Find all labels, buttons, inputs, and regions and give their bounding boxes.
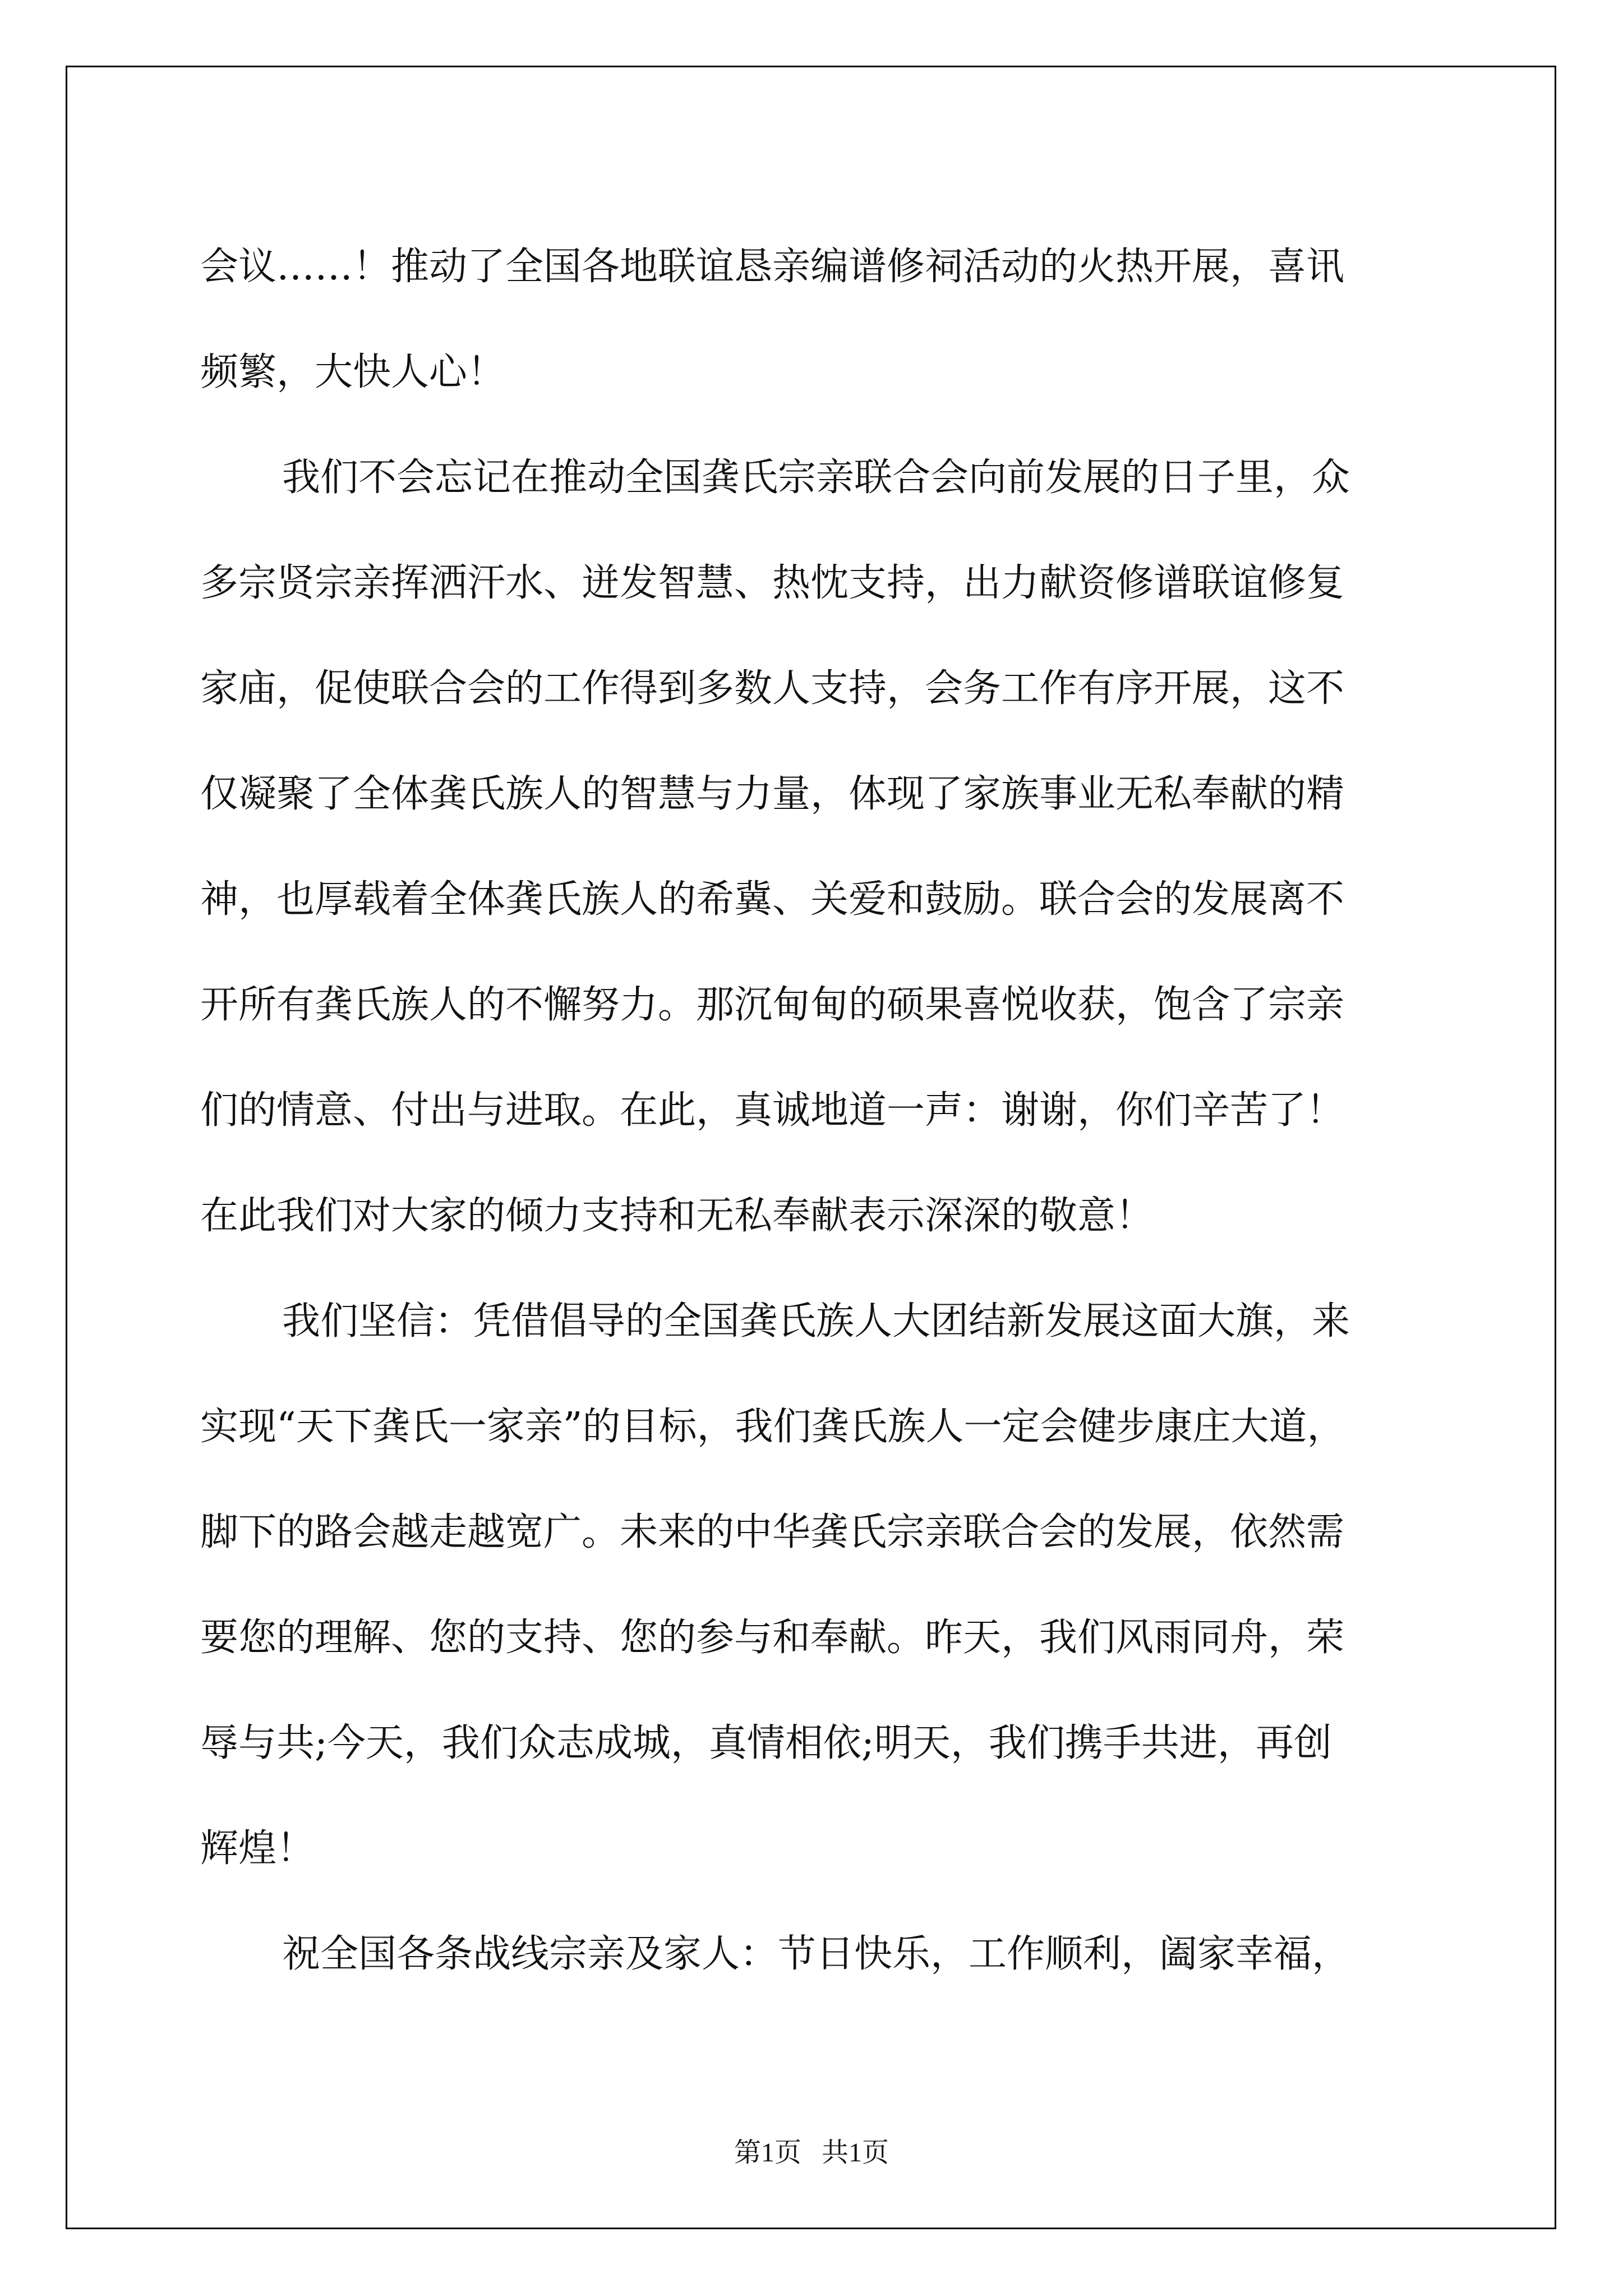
text-line-4: 多宗贤宗亲挥洒汗水、迸发智慧、热忱支持，出力献资修谱联谊修复 bbox=[200, 561, 1345, 605]
text-line-15: 辱与共;今天，我们众志成城，真情相依;明天，我们携手共进，再创 bbox=[200, 1721, 1332, 1765]
text-line-10: 在此我们对大家的倾力支持和无私奉献表示深深的敬意！ bbox=[200, 1194, 1154, 1238]
text-line-14: 要您的理解、您的支持、您的参与和奉献。昨天，我们风雨同舟，荣 bbox=[200, 1616, 1345, 1660]
text-line-6: 仅凝聚了全体龚氏族人的智慧与力量，体现了家族事业无私奉献的精 bbox=[200, 772, 1345, 816]
page-number-label: 第1页 共1页 bbox=[734, 2138, 889, 2168]
text-line-9: 们的情意、付出与进取。在此，真诚地道一声：谢谢，你们辛苦了！ bbox=[200, 1088, 1345, 1133]
text-line-16: 辉煌！ bbox=[200, 1826, 315, 1871]
text-line-3: 我们不会忘记在推动全国龚氏宗亲联合会向前发展的日子里，众 bbox=[282, 455, 1350, 500]
text-line-11: 我们坚信：凭借倡导的全国龚氏族人大团结新发展这面大旗，来 bbox=[282, 1299, 1350, 1343]
text-line-1: 会议……！推动了全国各地联谊恳亲编谱修祠活动的火热开展，喜讯 bbox=[200, 245, 1345, 289]
document-body bbox=[200, 214, 1428, 2007]
text-line-5: 家庙，促使联合会的工作得到多数人支持，会务工作有序开展，这不 bbox=[200, 666, 1345, 711]
text-line-12: 实现“天下龚氏一家亲”的目标，我们龚氏族人一定会健步康庄大道， bbox=[200, 1405, 1345, 1449]
text-line-17: 祝全国各条战线宗亲及家人：节日快乐，工作顺利，阖家幸福， bbox=[282, 1932, 1350, 1976]
text-line-13: 脚下的路会越走越宽广。未来的中华龚氏宗亲联合会的发展，依然需 bbox=[200, 1510, 1345, 1554]
page-footer bbox=[0, 2131, 1623, 2169]
text-line-2: 频繁，大快人心！ bbox=[200, 350, 506, 394]
text-line-8: 开所有龚氏族人的不懈努力。那沉甸甸的硕果喜悦收获，饱含了宗亲 bbox=[200, 983, 1345, 1027]
text-line-7: 神，也厚载着全体龚氏族人的希冀、关爱和鼓励。联合会的发展离不 bbox=[200, 877, 1345, 922]
